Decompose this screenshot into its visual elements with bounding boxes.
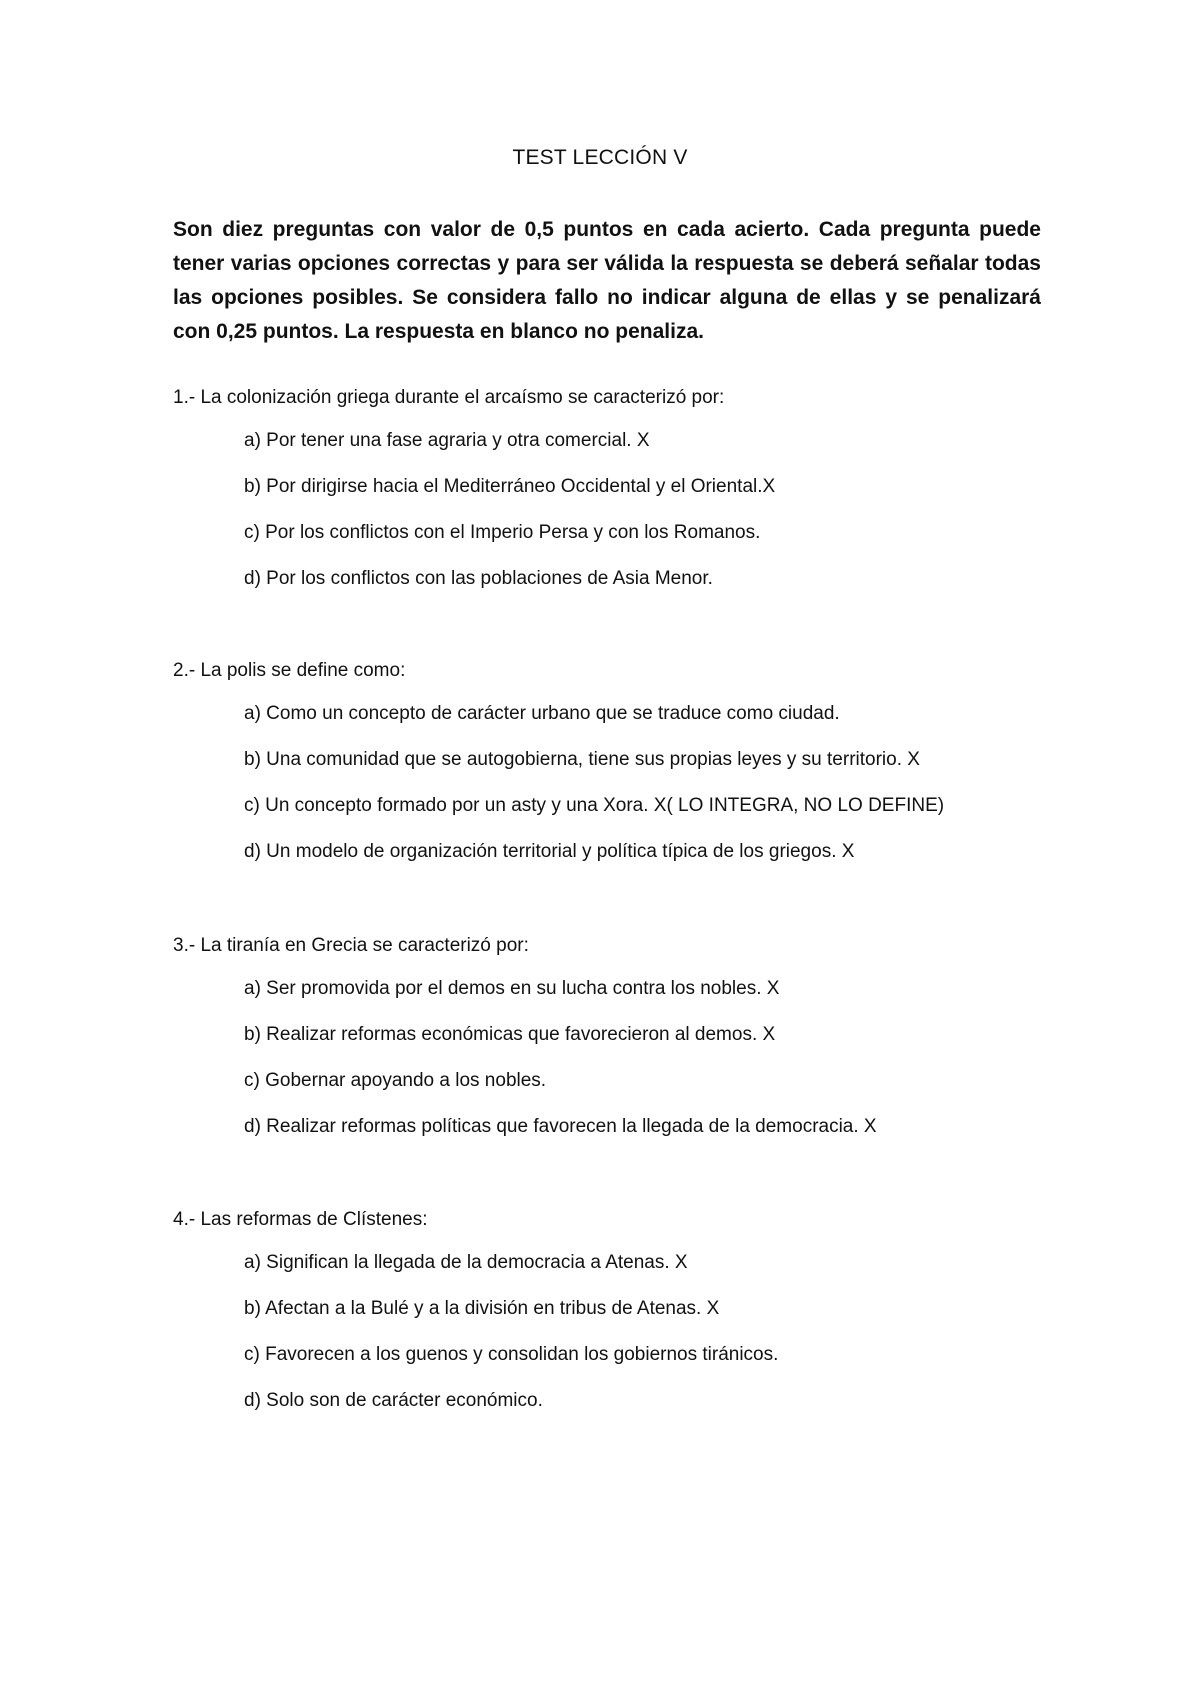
option-b: b) Por dirigirse hacia el Mediterráneo Occidental y el Oriental.X: [244, 476, 776, 497]
instructions-paragraph: Son diez preguntas con valor de 0,5 puntos en cada acierto. Cada pregunta puede tener varias opciones correctas y para ser válida la respuesta se deberá señalar todas las opciones posibles. Se considera fallo no indicar alguna de ellas y se penalizará con 0,25 puntos. La respuesta en blanco no penaliza.: [173, 218, 1041, 343]
question-3: [173, 933, 1073, 1160]
option-d: d) Un modelo de organización territorial y política típica de los griegos. X: [244, 841, 855, 862]
option-c: c) Por los conflictos con el Imperio Persa y con los Romanos.: [244, 522, 761, 543]
question-2: [173, 658, 1073, 885]
question-text: 2.- La polis se define como:: [173, 660, 406, 681]
option-c: c) Favorecen a los guenos y consolidan los gobiernos tiránicos.: [244, 1344, 779, 1365]
option-b: b) Una comunidad que se autogobierna, tiene sus propias leyes y su territorio. X: [244, 749, 920, 770]
option-d: d) Por los conflictos con las poblaciones de Asia Menor.: [244, 568, 713, 589]
option-a: a) Significan la llegada de la democracia a Atenas. X: [244, 1252, 688, 1273]
option-c: c) Un concepto formado por un asty y una Xora. X( LO INTEGRA, NO LO DEFINE): [244, 795, 945, 816]
option-b: b) Realizar reformas económicas que favorecieron al demos. X: [244, 1024, 776, 1045]
option-a: a) Por tener una fase agraria y otra comercial. X: [244, 430, 650, 451]
option-a: a) Como un concepto de carácter urbano que se traduce como ciudad.: [244, 703, 840, 724]
question-text: 3.- La tiranía en Grecia se caracterizó por:: [173, 935, 529, 956]
option-a: a) Ser promovida por el demos en su lucha contra los nobles. X: [244, 978, 780, 999]
question-1: [173, 385, 1073, 612]
question-text: 1.- La colonización griega durante el arcaísmo se caracterizó por:: [173, 387, 725, 408]
document-title: TEST LECCIÓN V: [512, 146, 688, 169]
question-text: 4.- Las reformas de Clístenes:: [173, 1209, 428, 1230]
option-d: d) Realizar reformas políticas que favorecen la llegada de la democracia. X: [244, 1116, 877, 1137]
question-4: [173, 1207, 1073, 1434]
option-d: d) Solo son de carácter económico.: [244, 1390, 543, 1411]
option-c: c) Gobernar apoyando a los nobles.: [244, 1070, 547, 1091]
option-b: b) Afectan a la Bulé y a la división en tribus de Atenas. X: [244, 1298, 720, 1319]
